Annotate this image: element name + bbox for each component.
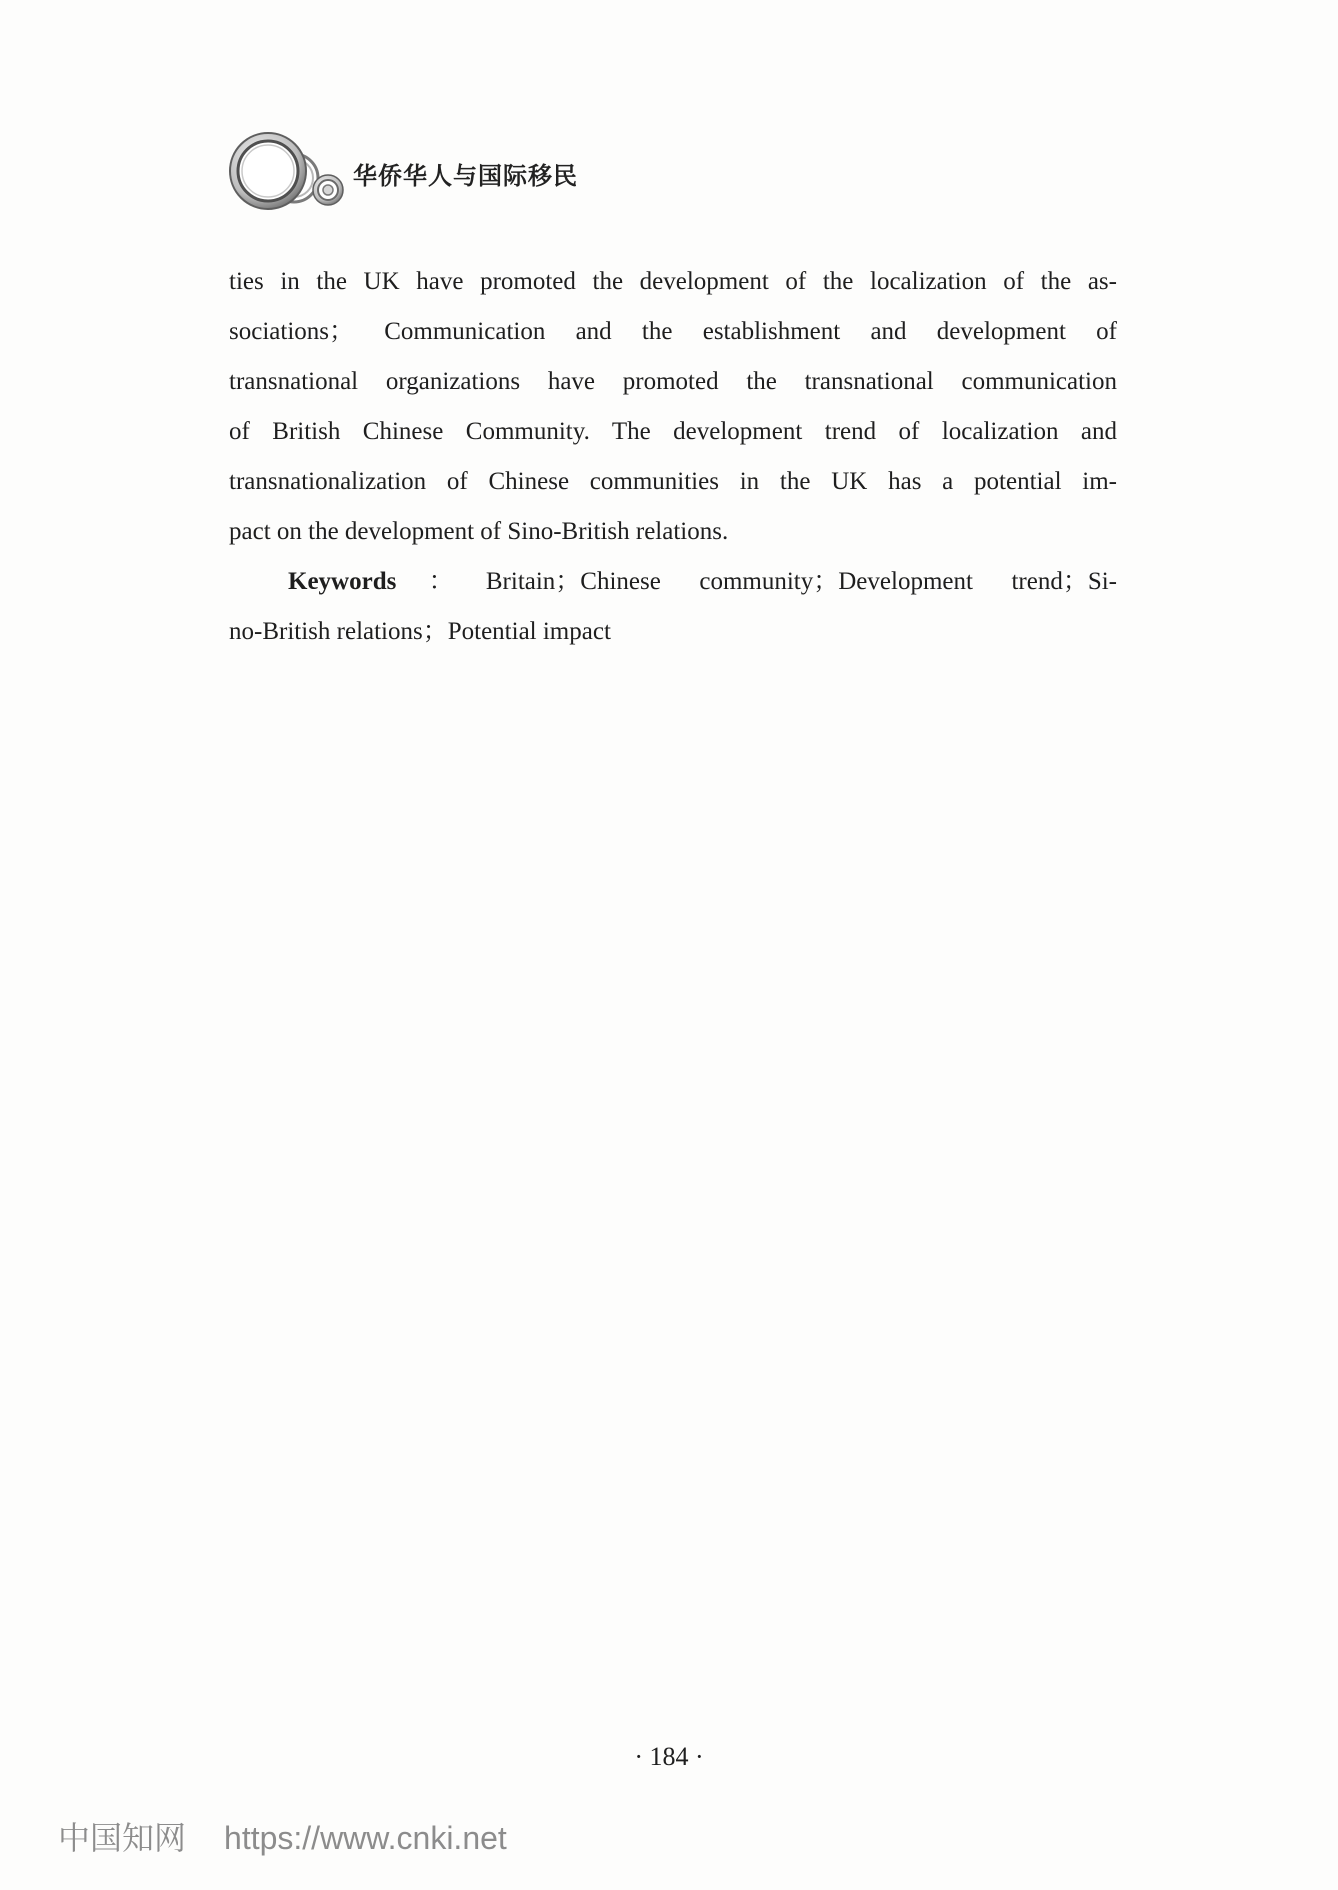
page-number: · 184 · (634, 1742, 704, 1771)
abstract-line: transnational organizations have promoted the transnational communication (229, 368, 1117, 395)
abstract-line: of British Chinese Community. The development trend of localization and (229, 418, 1117, 445)
abstract-line: sociations； Communication and the establishment and development of (229, 318, 1117, 345)
watermark-site-name: 中国知网 (58, 1819, 187, 1857)
cnki-watermark (58, 1818, 507, 1858)
logo-large-ring-core (242, 145, 294, 197)
abstract-line: pact on the development of Sino-British relations. (229, 518, 729, 545)
abstract-body (229, 257, 1117, 657)
journal-title: 华侨华人与国际移民 (353, 162, 578, 190)
abstract-line: transnationalization of Chinese communities in the UK has a potential im- (229, 468, 1117, 495)
keywords-line-continued: no-British relations；Potential impact (229, 618, 611, 645)
concentric-circles-logo-icon (226, 128, 350, 214)
keywords-line (229, 557, 1117, 607)
abstract-line: ties in the UK have promoted the development of the localization of the as- (229, 268, 1117, 295)
watermark-url: https://www.cnki.net (224, 1820, 507, 1856)
logo-small-ring-core (323, 185, 333, 195)
keywords-text: Britain；Chinese community；Development trend；Si- (485, 568, 1117, 595)
keywords-label: Keywords (288, 568, 397, 595)
keywords-separator: ： (396, 568, 486, 595)
